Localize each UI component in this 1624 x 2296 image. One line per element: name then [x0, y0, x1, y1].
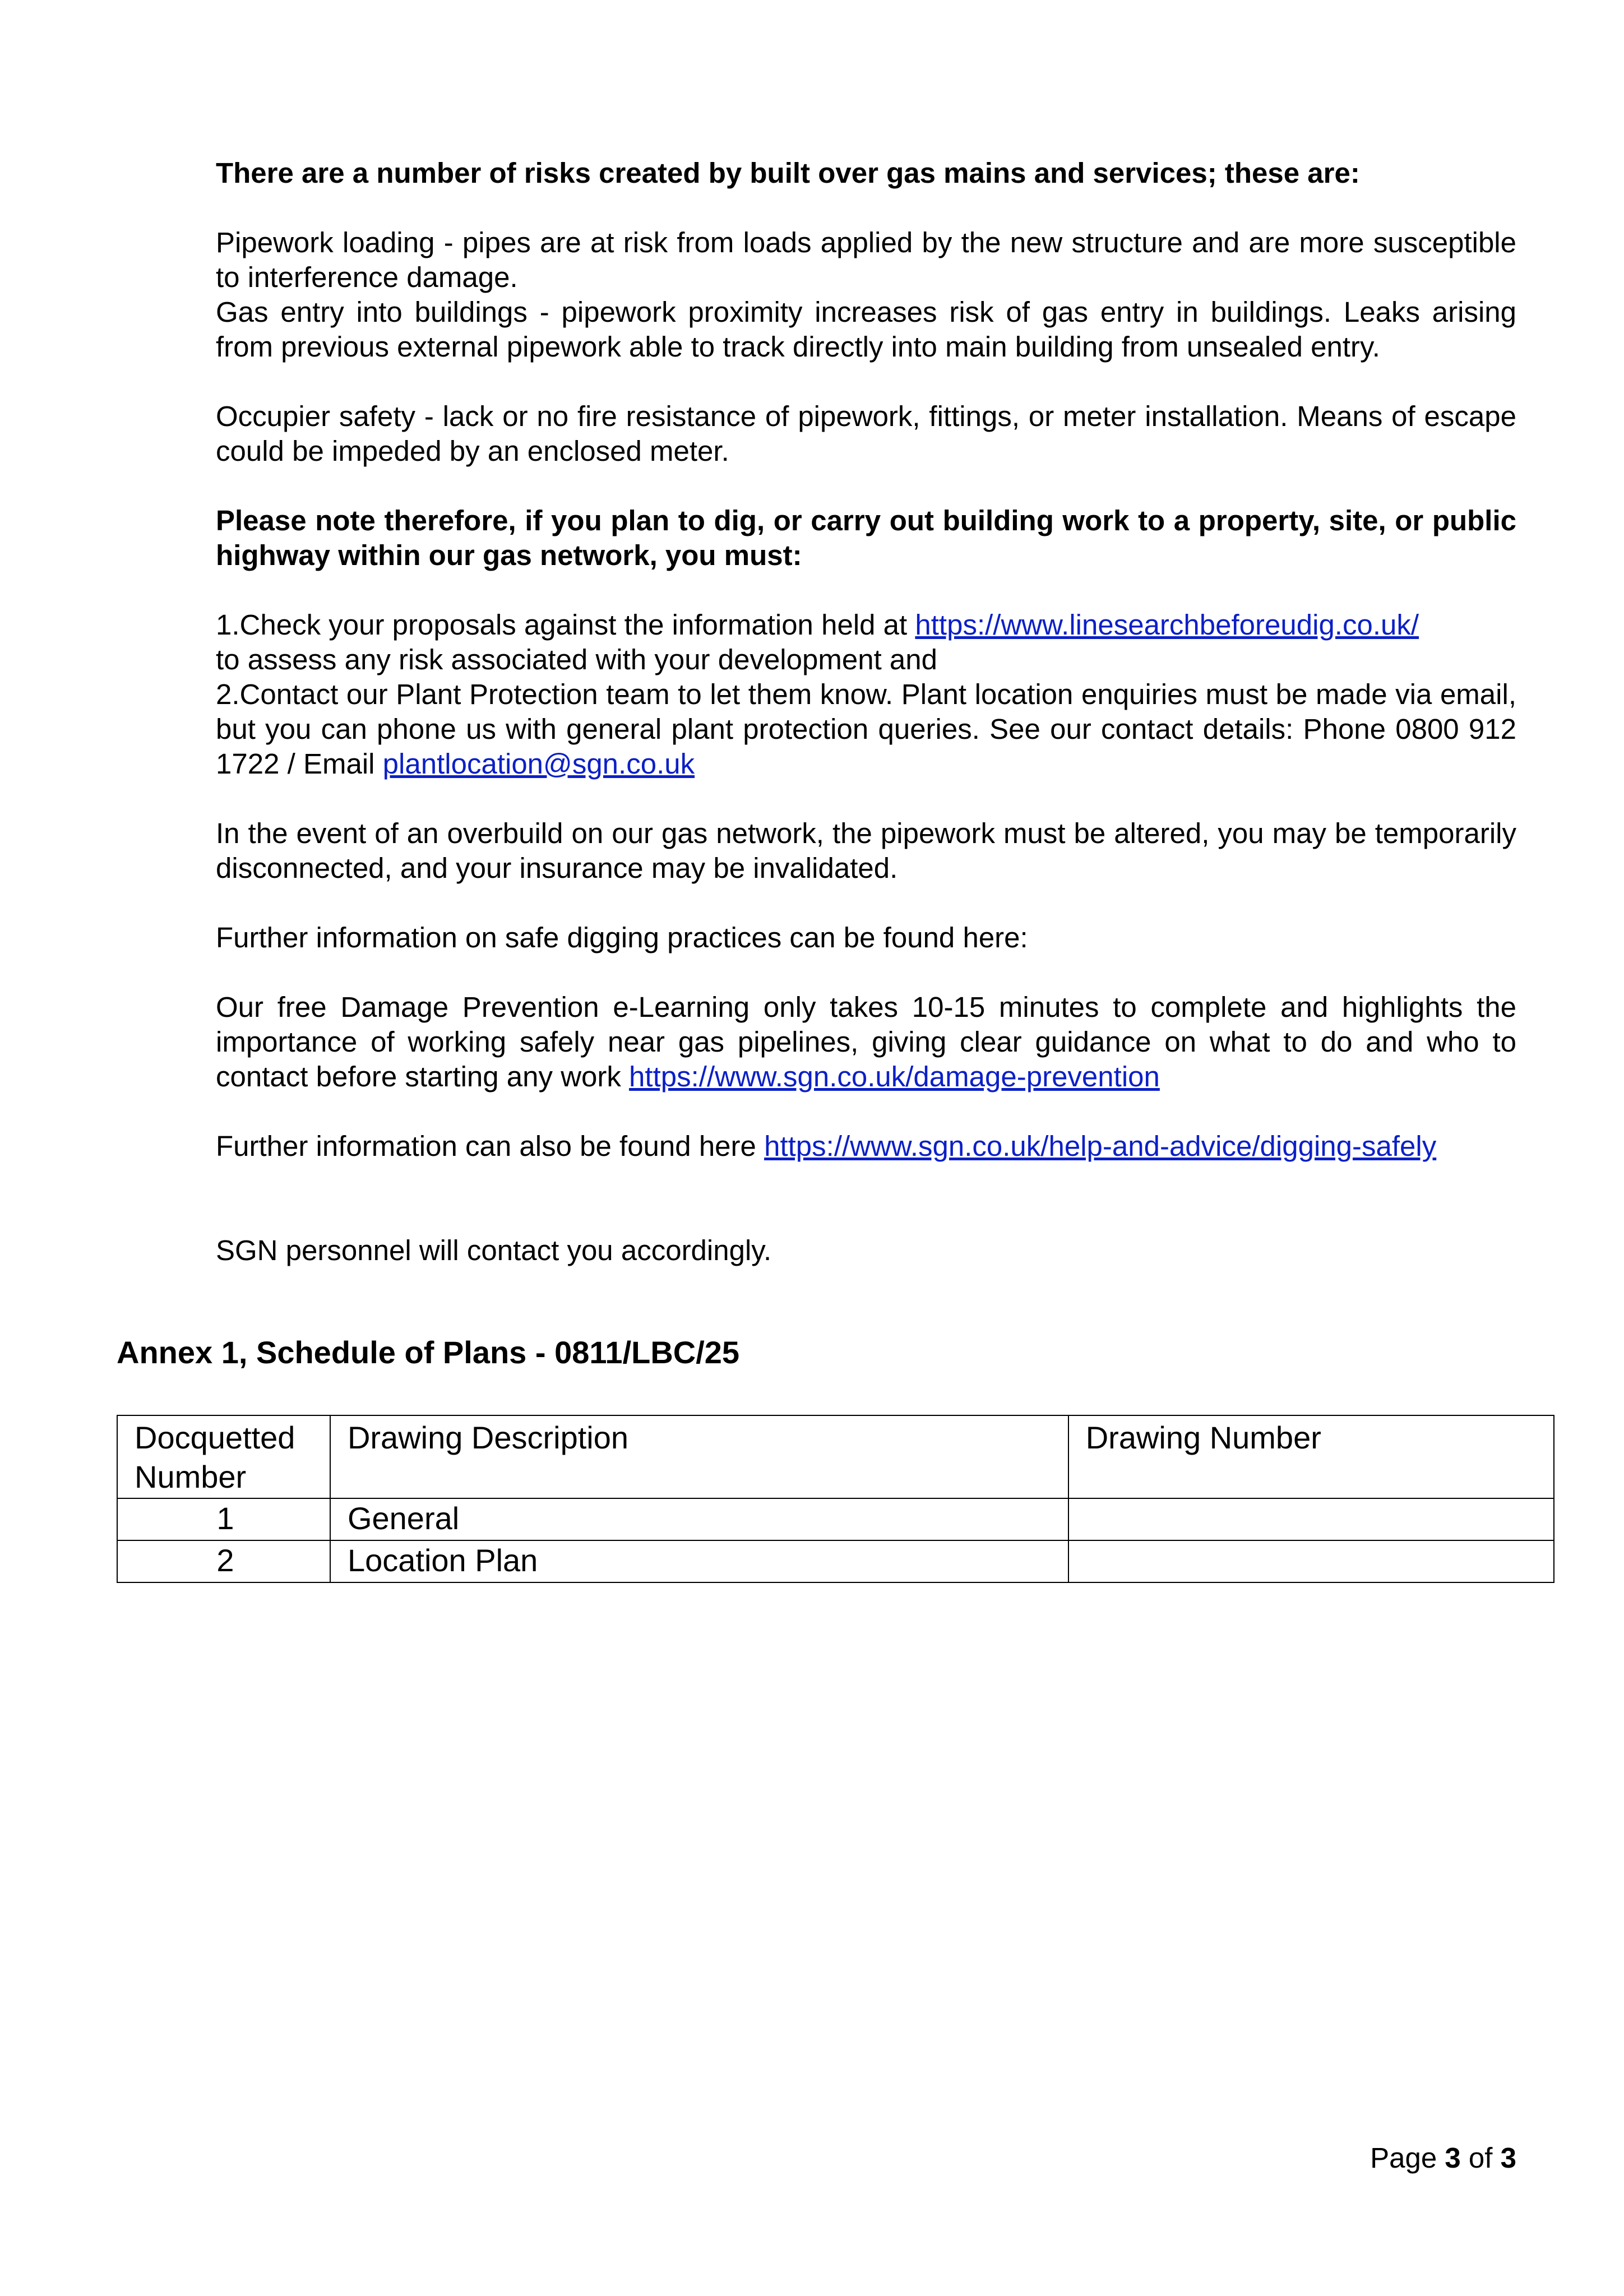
step-2-paragraph [216, 677, 1516, 781]
table-row [117, 1498, 1554, 1540]
plantlocation-email-link[interactable]: plantlocation@sgn.co.uk [382, 748, 695, 780]
header-docquetted-number: Docquetted Number [117, 1415, 330, 1498]
risk-occupier-safety: Occupier safety - lack or no fire resistance of pipework, fittings, or meter installation. Means of escape could be impeded by an enclosed meter. [216, 400, 1516, 467]
row-1-number: 1 [117, 1498, 330, 1540]
page-number-footer [1370, 2141, 1516, 2174]
elearning-paragraph [216, 990, 1516, 1094]
risk-pipework-loading: Pipework loading - pipes are at risk from loads applied by the new structure and are more susceptible to interference damage. [216, 226, 1516, 293]
note-heading: Please note therefore, if you plan to dig, or carry out building work to a property, site, or public highway within our gas network, you must: [216, 504, 1516, 571]
damage-prevention-link[interactable]: https://www.sgn.co.uk/damage-prevention [629, 1061, 1160, 1093]
risk-gas-entry: Gas entry into buildings - pipework proximity increases risk of gas entry in buildings. Leaks arising from previous external pipework able to track directly into main building from unsealed entry. [216, 296, 1516, 363]
table-header-row [117, 1415, 1554, 1498]
current-page-number: 3 [1445, 2142, 1461, 2174]
step-1-prefix: 1.Check your proposals against the information held at [216, 609, 915, 641]
elearning-text: Our free Damage Prevention e-Learning only takes 10-15 minutes to complete and highlights the importance of working safely near gas pipelines, giving clear guidance on what to do and who to contact before starting any work [216, 991, 1516, 1093]
row-1-drawing-number [1068, 1498, 1554, 1540]
header-drawing-description: Drawing Description [330, 1415, 1068, 1498]
digging-safely-link[interactable]: https://www.sgn.co.uk/help-and-advice/digging-safely [764, 1130, 1437, 1162]
row-2-drawing-number [1068, 1540, 1554, 1582]
header-drawing-number: Drawing Number [1068, 1415, 1554, 1498]
page-label: Page [1370, 2142, 1445, 2174]
step-1-paragraph [216, 608, 1516, 677]
of-label: of [1460, 2142, 1501, 2174]
row-2-description: Location Plan [330, 1540, 1068, 1582]
step-2-prefix: 2.Contact our Plant Protection team to let them know. Plant location enquiries must be made via email, but you can phone us with general plant protection queries. See our contact details: Phone 0800 912 1722 / Email [216, 678, 1516, 780]
safe-digging-paragraph: Further information on safe digging practices can be found here: [216, 922, 1028, 953]
sgn-contact-paragraph: SGN personnel will contact you accordingly. [216, 1234, 772, 1266]
row-2-number: 2 [117, 1540, 330, 1582]
total-page-number: 3 [1500, 2142, 1516, 2174]
row-1-description: General [330, 1498, 1068, 1540]
step-1-suffix: to assess any risk associated with your development and [216, 644, 938, 675]
further-info-text: Further information can also be found here [216, 1130, 765, 1162]
overbuild-paragraph: In the event of an overbuild on our gas network, the pipework must be altered, you may be temporarily disconnected, and your insurance may be invalidated. [216, 817, 1516, 884]
schedule-of-plans-table [117, 1415, 1554, 1583]
table-row [117, 1540, 1554, 1582]
further-info-paragraph [216, 1129, 1516, 1164]
annex-title: Annex 1, Schedule of Plans - 0811/LBC/25 [117, 1335, 740, 1370]
risks-heading: There are a number of risks created by built over gas mains and services; these are: [216, 157, 1360, 189]
linesearch-link[interactable]: https://www.linesearchbeforeudig.co.uk/ [915, 609, 1419, 641]
